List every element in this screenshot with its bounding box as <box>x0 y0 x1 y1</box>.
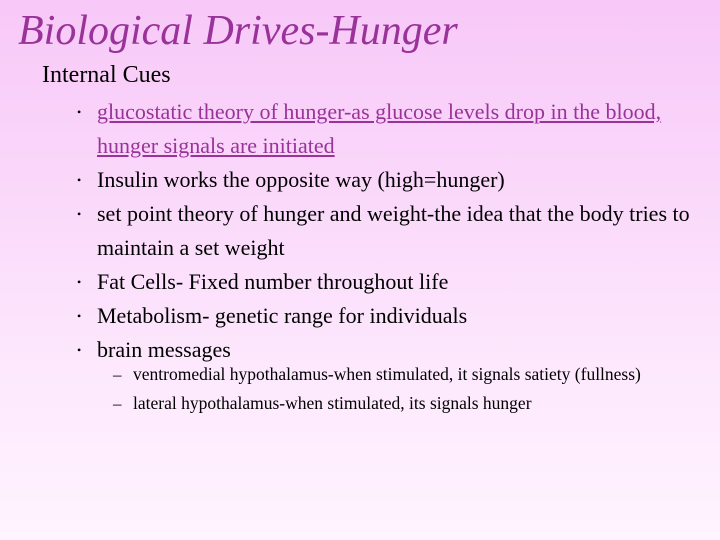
bullet-item-glucostatic <box>77 95 692 163</box>
bullet-marker: • <box>77 207 82 221</box>
bullet-text: brain messages <box>97 337 231 362</box>
sub-bullet-ventromedial <box>113 360 720 389</box>
sub-bullet-lateral <box>113 389 720 418</box>
bullet-marker: • <box>77 105 82 119</box>
bullet-marker: • <box>77 343 82 357</box>
bullet-item-metabolism <box>77 299 692 333</box>
sub-bullet-text: lateral hypothalamus-when stimulated, its signals hunger <box>133 393 532 413</box>
bullet-text: set point theory of hunger and weight-the idea that the body tries to maintain a set weight <box>97 201 690 260</box>
sub-bullet-list <box>113 360 720 418</box>
bullet-text: Insulin works the opposite way (high=hunger) <box>97 167 505 192</box>
glucostatic-theory-link[interactable]: glucostatic theory of hunger-as glucose levels drop in the blood, hunger signals are initiated <box>97 99 662 158</box>
bullet-text: Fat Cells- Fixed number throughout life <box>97 269 449 294</box>
bullet-item-set-point <box>77 197 692 265</box>
sub-bullet-text: ventromedial hypothalamus-when stimulated, it signals satiety (fullness) <box>133 364 641 384</box>
bullet-text: Metabolism- genetic range for individuals <box>97 303 468 328</box>
bullet-item-fat-cells <box>77 265 692 299</box>
bullet-list <box>77 95 717 367</box>
bullet-item-insulin <box>77 163 692 197</box>
slide-title: Biological Drives-Hunger <box>18 8 458 54</box>
bullet-marker: • <box>77 309 82 323</box>
sub-bullet-marker: – <box>113 365 122 384</box>
subheading-internal-cues: Internal Cues <box>42 62 171 88</box>
bullet-marker: • <box>77 173 82 187</box>
sub-bullet-marker: – <box>113 394 122 413</box>
bullet-marker: • <box>77 275 82 289</box>
